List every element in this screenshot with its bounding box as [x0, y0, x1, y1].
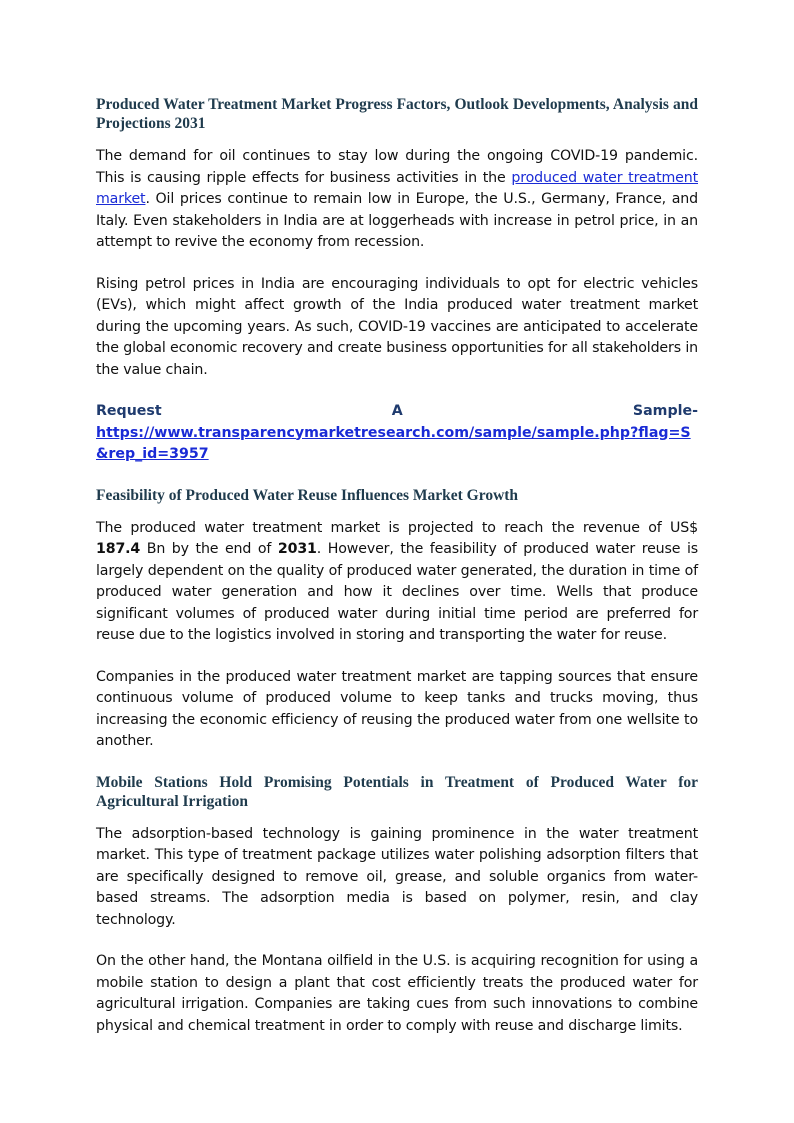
intro-paragraph-2: Rising petrol prices in India are encouraging individuals to opt for electric vehicles (EVs), which might affect growth of the India produced water treatment market during the upcoming years. As such, COVID-19 vaccines are anticipated to accelerate the global economic recovery and create business opportunities for all stakeholders in the value chain. — [96, 275, 698, 378]
revenue-text-c: . However, the feasibility of produced water reuse is largely dependent on the quality of produced water generated, the duration in time of produced water generation and how it declines over time. Wells that produce significant volumes of produced water during initial time period are preferred for reuse due to the logistics involved in storing and transporting the water for reuse. — [96, 541, 698, 643]
feasibility-paragraph-1 — [96, 518, 698, 647]
mobile-paragraph-2: On the other hand, the Montana oilfield in the U.S. is acquiring recognition for using a mobile station to design a plant that cost efficiently treats the produced water for agricultural irrigation. Companies are taking cues from such innovations to combine physical and chemical treatment in order to comply with reuse and discharge limits. — [96, 953, 698, 1034]
market-link[interactable]: produced water treatment market — [96, 169, 698, 207]
request-sample-label — [96, 401, 698, 423]
section-heading-feasibility: Feasibility of Produced Water Reuse Influences Market Growth — [96, 486, 519, 504]
forecast-year: 2031 — [277, 541, 317, 557]
intro-text-after-link: . Oil prices continue to remain low in Europe, the U.S., Germany, France, and Italy. Even stakeholders in India are at loggerheads with increase in petrol price, in an attempt to revive the economy from recession. — [96, 191, 698, 250]
mobile-paragraph-1: The adsorption-based technology is gaining prominence in the water treatment market. This type of treatment package utilizes water polishing adsorption filters that are specifically designed to remove oil, grease, and soluble organics from water-based streams. The adsorption media is based on polymer, resin, and clay technology. — [96, 825, 698, 928]
intro-paragraph-1 — [96, 146, 698, 254]
a-word: A — [391, 403, 403, 419]
request-word: Request — [96, 403, 162, 419]
revenue-value: 187.4 — [96, 541, 141, 557]
revenue-text-a: The produced water treatment market is projected to reach the revenue of US$ — [96, 519, 698, 536]
revenue-text-b: Bn by the end of — [140, 541, 278, 557]
request-sample-block — [96, 401, 698, 466]
page-title: Produced Water Treatment Market Progress Factors, Outlook Developments, Analysis and Projections 2031 — [96, 96, 698, 132]
sample-request-link[interactable]: https://www.transparencymarketresearch.com/sample/sample.php?flag=S&rep_id=3957 — [96, 424, 691, 462]
feasibility-paragraph-2: Companies in the produced water treatment market are tapping sources that ensure continuous volume of produced volume to keep tanks and trucks moving, thus increasing the economic efficiency of reusing the produced water from one wellsite to another. — [96, 668, 698, 749]
sample-word: Sample- — [632, 403, 698, 419]
section-heading-mobile-stations: Mobile Stations Hold Promising Potentials in Treatment of Produced Water for Agricultural Irrigation — [96, 773, 698, 810]
document-page — [96, 95, 698, 1037]
intro-text-before-link: The demand for oil continues to stay low during the ongoing COVID-19 pandemic. This is causing ripple effects for business activities in the — [96, 148, 698, 186]
